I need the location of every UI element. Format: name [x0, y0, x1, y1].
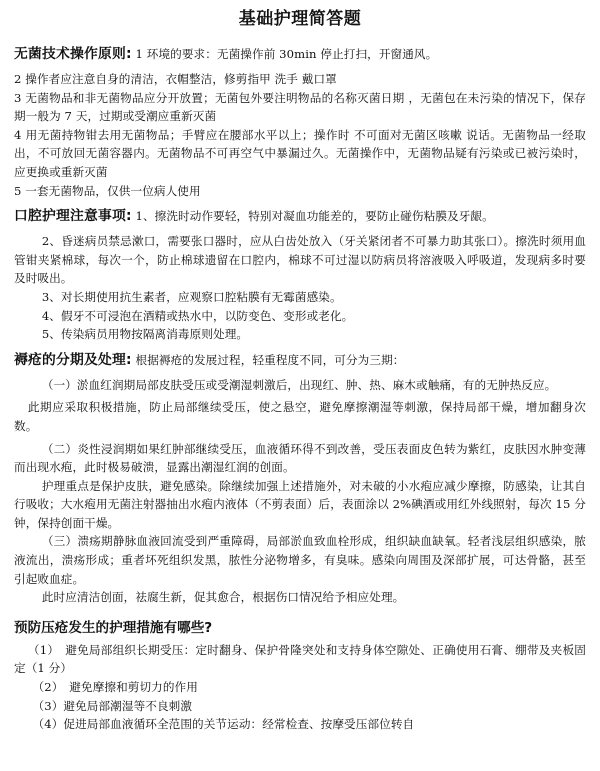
- prevention-heading: 预防压疮发生的护理措施有哪些?: [14, 619, 213, 636]
- prevention-item-2: （2） 避免摩擦和剪切力的作用: [32, 680, 198, 695]
- bedsore-stage-1-care: 此期应采取积极措施，防止局部继续受压，使之悬空，避免摩擦潮湿等刺激，保持局部干燥，增加翻身次数。: [14, 400, 586, 433]
- bedsore-stage-3: （三）溃疡期静脉血液回流受到严重障碍，局部淤血致血栓形成，组织缺血缺氧。轻者浅层组织感染，脓液流出，溃疡形成；重者坏死组织发黑，脓性分泌物增多，有臭味。感染向周围及深部扩展，可达骨骼，甚至引起败血症。: [14, 534, 586, 586]
- prevention-item-1: （1） 避免局部组织长期受压：定时翻身、保护骨隆突处和支持身体空隙处、正确使用石膏、绷带及夹板固定（1 分）: [14, 642, 586, 676]
- aseptic-item-4: 4 用无菌持物钳去用无菌物品；手臂应在腰部水平以上；操作时 不可面对无菌区咳嗽 说话。无菌物品一经取出，不可放回无菌容器内。无菌物品不可再空气中暴漏过久。无菌操作中，无菌物品疑有污染或已被污染时，应更换或重新灭菌: [14, 127, 586, 179]
- oral-item-1: 1、擦洗时动作要轻，特别对凝血功能差的，要防止碰伤粘膜及牙龈。: [135, 209, 494, 224]
- oral-section: [14, 204, 586, 344]
- bedsore-stage-2-care: 护理重点是保护皮肤，避免感染。除继续加强上述措施外，对未破的小水疱应减少摩擦，防感染，让其自行吸收；大水疱用无菌注射器抽出水疱内液体（不剪表面）后，表面涂以 2%碘酒或用红外线照射，每次 15 分钟，保持创面干燥。: [14, 478, 586, 530]
- oral-lead: [14, 204, 586, 228]
- aseptic-lead: [14, 42, 586, 66]
- oral-item-2: 2、昏迷病员禁忌漱口，需要张口器时，应从白齿处放入（牙关紧闭者不可暴力助其张口）。擦洗时须用血管钳夹紧棉球，每次一个，防止棉球遗留在口腔内，棉球不可过湿以防病员将溶液吸入呼吸道，发现病多时要及时吸出。: [14, 234, 586, 286]
- bedsore-stage-2: （二）炎性浸润期如果红肿部继续受压，血液循环得不到改善，受压表面皮色转为紫红，皮肤因水肿变薄而出现水疱，此时极易破溃，显露出潮湿红润的创面。: [14, 441, 586, 475]
- aseptic-item-3: 3 无菌物品和非无菌物品应分开放置；无菌包外要注明物品的名称灭菌日期 ，无菌包在未污染的情况下，保存期一般为 7 天，过期或受潮应重新灭菌: [14, 90, 586, 124]
- aseptic-item-2: 2 操作者应注意自身的清洁，衣帽整洁，修剪指甲 洗手 戴口罩: [14, 72, 337, 86]
- bedsore-heading: 褥疮的分期及处理:: [14, 351, 132, 368]
- document-title: 基础护理简答题: [238, 9, 362, 29]
- bedsore-stage-1: （一）淤血红润期局部皮肤受压或受潮湿刺激后，出现红、肿、热、麻木或触痛，有的无肿热反应。: [41, 377, 557, 392]
- oral-item-5: 5、传染病员用物按隔离消毒原则处理。: [41, 327, 249, 342]
- prevention-section: [14, 615, 586, 734]
- bedsore-intro: 根据褥疮的发展过程，轻重程度不同，可分为三期：: [135, 352, 405, 367]
- oral-heading: 口腔护理注意事项:: [14, 208, 132, 225]
- prevention-item-4: （4）促进局部血液循环全范围的关节运动：经常检查、按摩受压部位转自: [32, 717, 415, 732]
- aseptic-item-5: 5 一套无菌物品，仅供一位病人使用: [14, 183, 201, 198]
- oral-item-4: 4、假牙不可浸泡在酒精或热水中，以防变色、变形或老化。: [41, 308, 354, 323]
- bedsore-stage-3-care: 此时应清洁创面，祛腐生新，促其愈合，根据伤口情况给予相应处理。: [41, 590, 405, 605]
- aseptic-section: [14, 42, 586, 200]
- oral-item-3: 3、对长期使用抗生素者，应观察口腔粘膜有无霉菌感染。: [41, 289, 342, 304]
- aseptic-heading: 无菌技术操作原则:: [14, 46, 132, 62]
- bedsore-lead: [14, 348, 586, 372]
- prevention-item-3: （3）避免局部潮湿等不良刺激: [32, 698, 193, 713]
- bedsore-section: [14, 348, 586, 607]
- aseptic-item-1: 1 环境的要求：无菌操作前 30min 停止打扫，开窗通风。: [135, 47, 438, 61]
